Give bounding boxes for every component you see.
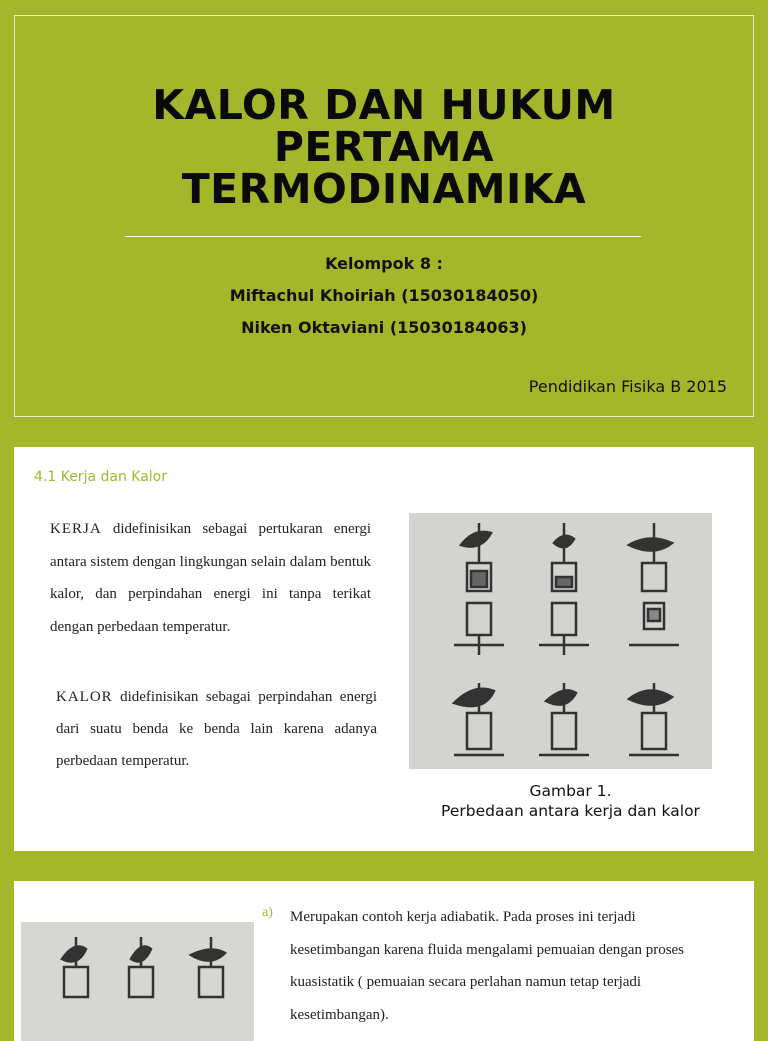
kalor-definition (56, 681, 377, 777)
list-bullet: a) (262, 905, 273, 920)
adiabatic-text: Merupakan contoh kerja adiabatik. Pada proses ini terjadi kesetimbangan karena fluida mengalami pemuaian dengan proses kuasistatik ( pemuaian secara perlahan namun tetap terjadi kesetimbangan). (290, 909, 685, 1023)
kerja-text: didefinisikan sebagai pertukaran energi antara sistem dengan lingkungan selain dalam bentuk kalor, dan perpindahan energi ini tanpa terikat dengan perbedaan temperatur. (50, 521, 371, 635)
content-slide-kerja-kalor (14, 447, 754, 851)
caption-line-2: Perbedaan antara kerja dan kalor (441, 802, 700, 820)
title-line-1: KALOR DAN HUKUM (152, 81, 616, 129)
adiabatic-apparatus-illustration (21, 922, 254, 1041)
title-line-2: PERTAMA (273, 123, 495, 171)
member-2: Niken Oktaviani (15030184063) (241, 318, 527, 337)
kerja-definition (50, 513, 371, 643)
group-info (15, 248, 753, 344)
kalor-term: KALOR (56, 689, 113, 705)
figure-caption (409, 781, 732, 821)
content-slide-adiabatic (14, 881, 754, 1041)
title-slide (14, 15, 754, 417)
slide-title (15, 81, 753, 213)
section-title: 4.1 Kerja dan Kalor (34, 469, 167, 485)
kalor-text: didefinisikan sebagai perpindahan energi dari suatu benda ke benda lain karena adanya perbedaan temperatur. (56, 689, 377, 769)
title-line-3: TERMODINAMIKA (181, 165, 587, 213)
kerja-term: KERJA (50, 521, 102, 537)
figure-work-heat-apparatus (409, 513, 712, 769)
apparatus-illustration (409, 513, 712, 769)
department-label: Pendidikan Fisika B 2015 (528, 377, 727, 396)
caption-line-1: Gambar 1. (529, 782, 612, 800)
title-divider (125, 236, 641, 237)
figure-adiabatic-work (21, 922, 254, 1041)
member-1: Miftachul Khoiriah (15030184050) (229, 286, 539, 305)
group-label: Kelompok 8 : (325, 254, 443, 273)
